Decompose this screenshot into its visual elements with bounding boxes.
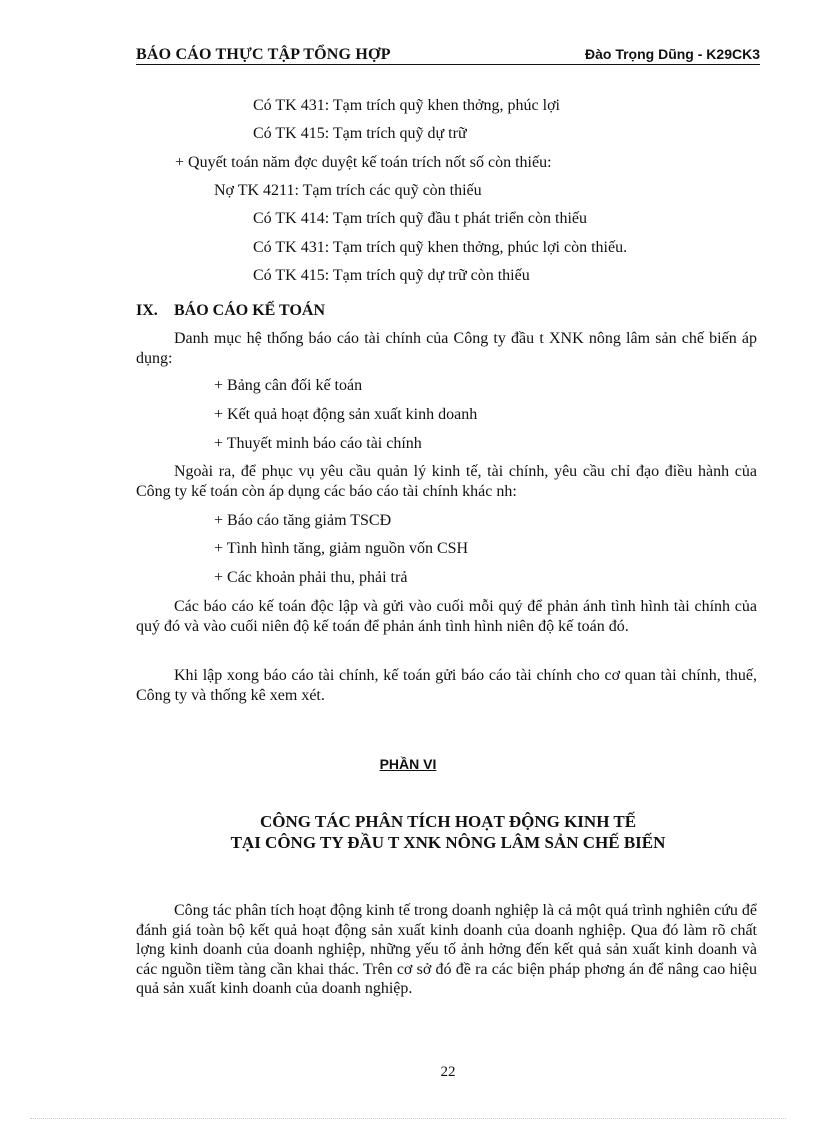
author-name: Đào Trọng Dũng - K29CK3 bbox=[584, 46, 760, 62]
footer-divider bbox=[30, 1118, 786, 1119]
entry-line: + Quyết toán năm đợc duyệt kế toán trích nốt số còn thiếu: bbox=[175, 154, 552, 171]
list-item: + Kết quả hoạt động sản xuất kinh doanh bbox=[214, 406, 478, 423]
list-item: + Tình hình tăng, giảm nguồn vốn CSH bbox=[214, 540, 469, 557]
paragraph: Ngoài ra, để phục vụ yêu cầu quản lý kinh tế, tài chính, yêu cầu chỉ đạo điều hành của Công ty kế toán còn áp dụng các báo cáo tài chính khác nh: bbox=[136, 463, 757, 500]
entry-line: Có TK 431: Tạm trích quỹ khen thởng, phúc lợi bbox=[253, 97, 560, 114]
section-title: BÁO CÁO KẾ TOÁN bbox=[174, 302, 325, 319]
entry-line: Có TK 415: Tạm trích quỹ dự trữ còn thiếu bbox=[253, 267, 530, 284]
section-number: IX. bbox=[136, 302, 158, 319]
paragraph: Các báo cáo kế toán độc lập và gửi vào cuối mỗi quý để phản ánh tình hình tài chính của quý đó và vào cuối niên độ kế toán để phản ánh tình hình niên độ kế toán đó. bbox=[136, 598, 757, 635]
part-label: PHẦN VI bbox=[379, 756, 437, 772]
list-item: + Các khoản phải thu, phải trả bbox=[214, 569, 408, 586]
chapter-title-line1: CÔNG TÁC PHÂN TÍCH HOẠT ĐỘNG KINH TẾ bbox=[259, 812, 637, 831]
chapter-title-line2: TẠI CÔNG TY ĐẦU T XNK NÔNG LÂM SẢN CHẾ BIẾN bbox=[230, 833, 666, 852]
list-item: + Báo cáo tăng giảm TSCĐ bbox=[214, 512, 392, 529]
entry-line: Có TK 414: Tạm trích quỹ đầu t phát triển còn thiếu bbox=[253, 210, 588, 227]
analysis-paragraph: Công tác phân tích hoạt động kinh tế trong doanh nghiệp là cả một quá trình nghiên cứu để đánh giá toàn bộ kết quả hoạt động sản xuất kinh doanh của doanh nghiệp. Qua đó làm rõ chất lợng kinh doanh của doanh nghiệp, những yếu tố ảnh hởng đến kết quả sản xuất kinh doanh và các nguồn tiềm tàng cần khai thác. Trên cơ sở đó đề ra các biện pháp phơng án để nâng cao hiệu quả sản xuất kinh doanh của doanh nghiệp. bbox=[136, 902, 757, 997]
report-title: BÁO CÁO THỰC TẬP TỔNG HỢP bbox=[136, 46, 391, 63]
section-heading bbox=[136, 302, 325, 320]
page-header bbox=[136, 46, 760, 65]
list-item: + Thuyết minh báo cáo tài chính bbox=[214, 435, 422, 452]
list-item: + Bảng cân đối kế toán bbox=[214, 377, 363, 394]
paragraph: Danh mục hệ thống báo cáo tài chính của Công ty đầu t XNK nông lâm sản chế biến áp dụng: bbox=[136, 330, 757, 367]
entry-line: Nợ TK 4211: Tạm trích các quỹ còn thiếu bbox=[214, 182, 482, 199]
entry-line: Có TK 431: Tạm trích quỹ khen thởng, phúc lợi còn thiếu. bbox=[253, 239, 628, 256]
page-number: 22 bbox=[440, 1064, 456, 1080]
paragraph: Khi lập xong báo cáo tài chính, kế toán gửi báo cáo tài chính cho cơ quan tài chính, thuế, Công ty và thống kê xem xét. bbox=[136, 667, 757, 704]
entry-line: Có TK 415: Tạm trích quỹ dự trữ bbox=[253, 125, 467, 142]
